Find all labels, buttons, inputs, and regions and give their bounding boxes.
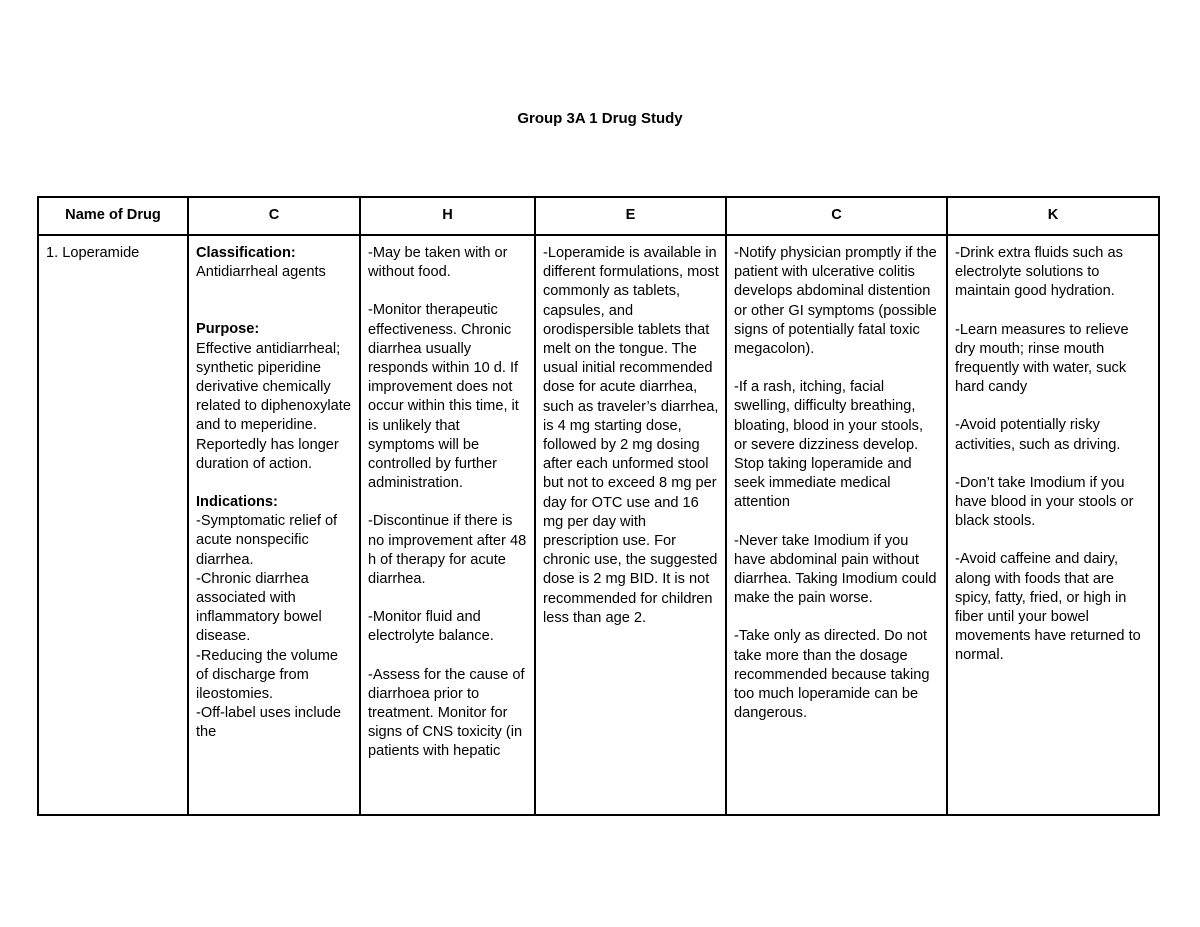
indication-item: -Reducing the volume of discharge from ileostomies. (196, 647, 338, 703)
table-row (38, 235, 1159, 815)
indication-item: -Symptomatic relief of acute nonspecific diarrhea. (196, 513, 338, 568)
cell-drug-name (38, 235, 188, 815)
header-c-classification: C (188, 197, 360, 235)
indications-heading: Indications: (196, 494, 278, 511)
cell-c-cautions (726, 235, 947, 815)
cell-h (360, 235, 535, 815)
classification-heading: Classification: (196, 245, 296, 261)
header-e: E (535, 197, 726, 235)
c2-item: -If a rash, itching, facial swelling, difficulty breathing, bloating, blood in your stools, or severe dizziness develop. Stop taking loperamide and seek immediate medical attention (734, 379, 924, 511)
cell-k (947, 235, 1159, 815)
indication-item: -Off-label uses include the (196, 705, 341, 741)
k-item: -Avoid caffeine and dairy, along with foods that are spicy, fatty, fried, or high in fiber until your bowel movements have returned to normal. (955, 551, 1141, 664)
header-name-of-drug: Name of Drug (38, 197, 188, 235)
purpose-heading: Purpose: (196, 321, 260, 338)
c2-item: -Notify physician promptly if the patient with ulcerative colitis develops abdominal distention or other GI symptoms (possible signs of potentially fatal toxic megacolon). (734, 245, 937, 358)
drug-name: 1. Loperamide (46, 245, 140, 261)
header-h: H (360, 197, 535, 235)
h-item: -Discontinue if there is no improvement after 48 h of therapy for acute diarrhea. (368, 513, 527, 588)
drug-study-table (37, 196, 1160, 816)
h-item: -Assess for the cause of diarrhoea prior to treatment. Monitor for signs of CNS toxicity (in patients with hepatic (368, 666, 525, 760)
k-item: -Learn measures to relieve dry mouth; rinse mouth frequently with water, suck hard candy (955, 321, 1129, 396)
cell-e (535, 235, 726, 815)
cell-classification (188, 235, 360, 815)
c2-item: -Take only as directed. Do not take more than the dosage recommended because taking too much loperamide can be dangerous. (734, 628, 930, 722)
table-header-row (38, 197, 1159, 235)
k-item: -Don’t take Imodium if you have blood in your stools or black stools. (955, 474, 1134, 530)
h-item: -May be taken with or without food. (368, 245, 508, 281)
k-item: -Drink extra fluids such as electrolyte solutions to maintain good hydration. (955, 245, 1123, 300)
indication-item: -Chronic diarrhea associated with inflammatory bowel disease. (196, 570, 322, 645)
header-k: K (947, 197, 1159, 235)
header-c-cautions: C (726, 197, 947, 235)
classification-text: Antidiarrheal agents (196, 264, 326, 281)
purpose-text: Effective antidiarrheal; synthetic piperidine derivative chemically related to diphenoxylate and to meperidine. Reportedly has longer duration of action. (196, 340, 351, 472)
e-text: -Loperamide is available in different formulations, most commonly as tablets, capsules, and orodispersible tablets that melt on the tongue. The usual initial recommended dose for acute diarrhea, such as traveler’s diarrhea, is 4 mg starting dose, followed by 2 mg dosing after each unformed stool but not to exceed 8 mg per day for OTC use and 16 mg per day with prescription use. For chronic use, the suggested dose is 2 mg BID. It is not recommended for children less than age 2. (543, 245, 719, 626)
k-item: -Avoid potentially risky activities, such as driving. (955, 417, 1121, 453)
page-title: Group 3A 1 Drug Study (517, 110, 683, 127)
c2-item: -Never take Imodium if you have abdominal pain without diarrhea. Taking Imodium could make the pain worse. (734, 532, 937, 607)
h-item: -Monitor fluid and electrolyte balance. (368, 609, 494, 645)
h-item: -Monitor therapeutic effectiveness. Chronic diarrhea usually responds within 10 d. If improvement does not occur within this time, it is unlikely that symptoms will be controlled by further administration. (368, 302, 519, 492)
